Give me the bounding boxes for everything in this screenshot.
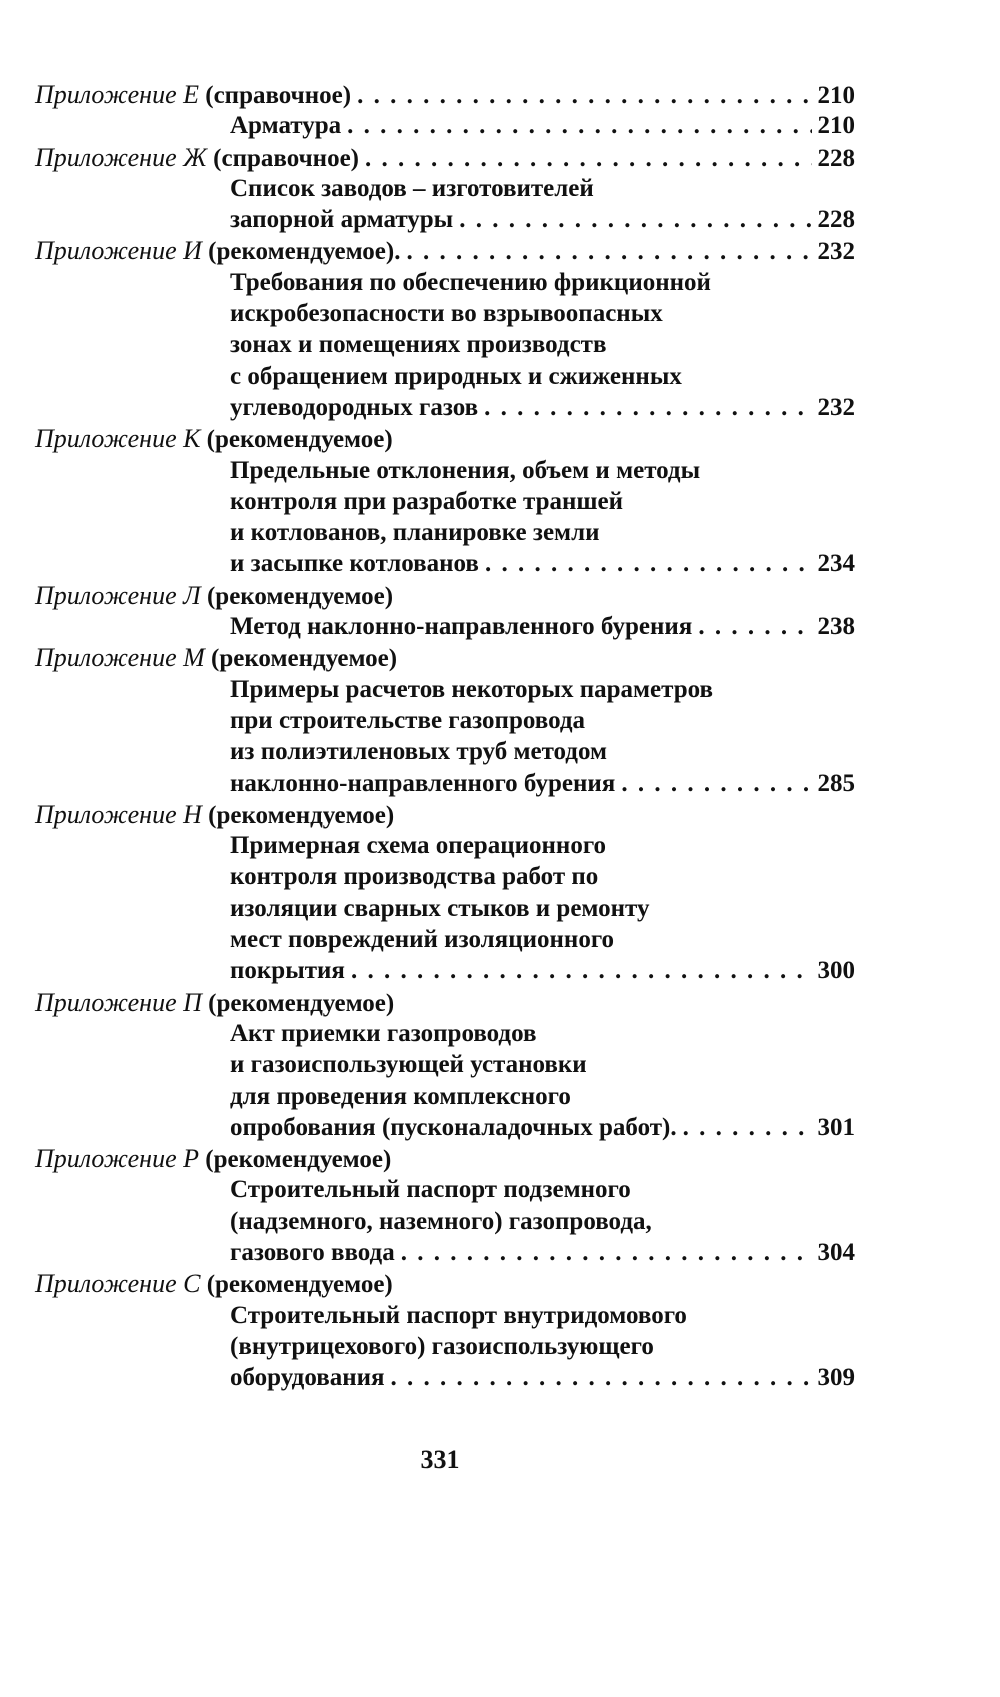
appendix-kind: (рекомендуемое) — [205, 1146, 392, 1174]
leader-dots — [391, 1362, 812, 1393]
toc-entry-text: и засыпке котлованов — [230, 550, 479, 578]
toc-entry-text: и газоиспользующей установки — [230, 1051, 587, 1079]
toc-entry-text: (внутрицехового) газоиспользующего — [230, 1332, 654, 1360]
toc-title-line — [35, 768, 855, 799]
toc-title-line — [35, 1081, 855, 1112]
toc-title-line — [35, 1237, 855, 1268]
toc-appendix-heading — [35, 642, 397, 674]
appendix-kind: (рекомендуемое) — [211, 645, 398, 673]
toc-entry-text: из полиэтиленовых труб методом — [230, 738, 608, 766]
toc-appendix-heading — [35, 142, 359, 174]
toc-title-line — [35, 705, 855, 736]
toc-entry-text: газового ввода — [230, 1238, 395, 1266]
toc-title-line — [35, 173, 855, 204]
toc-entry-text: Акт приемки газопроводов — [230, 1019, 537, 1047]
table-of-contents — [35, 79, 855, 1393]
toc-entry-text: искробезопасности во взрывоопасных — [230, 300, 663, 328]
toc-entry-text: Строительный паспорт подземного — [230, 1176, 631, 1204]
leader-dots — [401, 1237, 812, 1268]
toc-appendix-line — [35, 987, 855, 1018]
toc-appendix-line — [35, 142, 855, 173]
toc-appendix-heading — [35, 799, 394, 831]
toc-page-number: 301 — [817, 1113, 855, 1141]
leader-dots — [621, 768, 811, 799]
leader-dots — [347, 110, 811, 141]
toc-appendix-line — [35, 1268, 855, 1299]
toc-page-number: 238 — [817, 613, 855, 641]
toc-appendix-line — [35, 79, 855, 110]
toc-entry-text: для проведения комплексного — [230, 1082, 571, 1110]
toc-page-number: 210 — [817, 112, 855, 140]
appendix-label: Приложение С — [35, 1269, 201, 1299]
toc-entry-text: Строительный паспорт внутридомового — [230, 1301, 687, 1329]
toc-appendix-line — [35, 642, 855, 673]
leader-dots — [351, 955, 812, 986]
toc-title-line — [35, 674, 855, 705]
toc-title-line — [35, 1018, 855, 1049]
toc-entry-text: и котлованов, планировке земли — [230, 519, 600, 547]
appendix-label: Приложение П — [35, 987, 202, 1017]
toc-page-number: 232 — [817, 393, 855, 421]
toc-appendix-line — [35, 235, 855, 266]
toc-title-line — [35, 361, 855, 392]
toc-title-line — [35, 110, 855, 141]
toc-entry-text: Примерная схема операционного — [230, 832, 607, 860]
toc-title-line — [35, 392, 855, 423]
toc-title-line — [35, 1049, 855, 1080]
toc-page-number: 232 — [817, 238, 855, 266]
toc-title-line — [35, 830, 855, 861]
toc-page-number: 300 — [817, 957, 855, 985]
toc-title-line — [35, 1331, 855, 1362]
toc-appendix-heading — [35, 79, 351, 111]
appendix-label: Приложение Р — [35, 1144, 199, 1174]
toc-appendix-line — [35, 799, 855, 830]
toc-appendix-line — [35, 580, 855, 611]
toc-appendix-heading — [35, 580, 393, 612]
appendix-kind: (рекомендуемое). — [208, 238, 401, 266]
toc-entry-text: контроля при разработке траншей — [230, 487, 624, 515]
toc-title-line — [35, 1112, 855, 1143]
toc-appendix-line — [35, 423, 855, 454]
toc-title-line — [35, 611, 855, 642]
leader-dots — [683, 1112, 812, 1143]
toc-entry-text: зонах и помещениях производств — [230, 331, 607, 359]
toc-entry-text: Примеры расчетов некоторых параметров — [230, 675, 713, 703]
toc-entry-text: (надземного, наземного) газопровода, — [230, 1207, 652, 1235]
leader-dots — [459, 204, 811, 235]
appendix-kind: (справочное) — [205, 82, 352, 109]
toc-title-line — [35, 204, 855, 235]
toc-page-number: 228 — [817, 144, 855, 172]
toc-entry-text: с обращением природных и сжиженных — [230, 362, 682, 390]
toc-entry-text: покрытия — [230, 957, 345, 985]
appendix-label: Приложение Н — [35, 799, 202, 829]
toc-entry-text: наклонно-направленного бурения — [230, 769, 616, 797]
leader-dots — [484, 392, 811, 423]
toc-entry-text: контроля производства работ по — [230, 863, 599, 891]
toc-page-number: 234 — [817, 550, 855, 578]
toc-entry-text: при строительстве газопровода — [230, 706, 585, 734]
toc-page-number: 228 — [817, 206, 855, 234]
appendix-label: Приложение И — [35, 236, 202, 266]
leader-dots — [698, 611, 811, 642]
appendix-kind: (справочное) — [213, 144, 360, 172]
appendix-kind: (рекомендуемое) — [206, 582, 394, 610]
leader-dots — [406, 236, 811, 267]
toc-title-line — [35, 267, 855, 298]
toc-entry-text: Предельные отклонения, объем и методы — [230, 456, 701, 484]
appendix-label: Приложение Ж — [35, 142, 207, 172]
appendix-kind: (рекомендуемое) — [208, 989, 395, 1017]
toc-entry-text: опробования (пусконаладочных работ). — [230, 1113, 677, 1141]
toc-appendix-heading — [35, 1268, 393, 1300]
toc-appendix-heading — [35, 987, 394, 1019]
toc-entry-text: углеводородных газов — [230, 393, 479, 421]
toc-entry-text: мест повреждений изоляционного — [230, 926, 615, 954]
toc-appendix-heading — [35, 1143, 391, 1175]
page-number: 331 — [420, 1445, 460, 1474]
toc-entry-text: Требования по обеспечению фрикционной — [230, 268, 711, 296]
toc-entry-text: Арматура — [230, 112, 342, 140]
leader-dots — [485, 548, 812, 579]
toc-title-line — [35, 893, 855, 924]
toc-title-line — [35, 955, 855, 986]
toc-title-line — [35, 1362, 855, 1393]
toc-entry-text: Метод наклонно-направленного бурения — [230, 613, 693, 641]
toc-title-line — [35, 924, 855, 955]
toc-page-number: 210 — [817, 82, 855, 109]
toc-title-line — [35, 455, 855, 486]
leader-dots — [357, 80, 811, 111]
toc-appendix-line — [35, 1143, 855, 1174]
toc-title-line — [35, 329, 855, 360]
appendix-kind: (рекомендуемое) — [206, 1271, 393, 1299]
toc-title-line — [35, 517, 855, 548]
toc-entry-text: запорной арматуры — [230, 206, 454, 234]
leader-dots — [365, 143, 811, 174]
toc-title-line — [35, 861, 855, 892]
toc-page-number: 309 — [817, 1364, 855, 1392]
toc-title-line — [35, 1174, 855, 1205]
toc-title-line — [35, 1206, 855, 1237]
toc-title-line — [35, 486, 855, 517]
toc-page-number: 304 — [817, 1238, 855, 1266]
toc-entry-text: Список заводов – изготовителей — [230, 174, 594, 202]
toc-title-line — [35, 736, 855, 767]
toc-entry-text: оборудования — [230, 1364, 385, 1392]
appendix-label: Приложение Л — [35, 580, 201, 610]
toc-title-line — [35, 548, 855, 579]
toc-entry-text: изоляции сварных стыков и ремонту — [230, 894, 650, 922]
toc-page-number: 285 — [817, 769, 855, 797]
toc-title-line — [35, 1300, 855, 1331]
toc-title-line — [35, 298, 855, 329]
toc-appendix-heading — [35, 235, 400, 267]
appendix-kind: (рекомендуемое) — [208, 801, 395, 829]
appendix-kind: (рекомендуемое) — [206, 426, 393, 454]
toc-appendix-heading — [35, 423, 393, 455]
appendix-label: Приложение К — [35, 424, 201, 454]
appendix-label: Приложение Е — [35, 80, 199, 109]
appendix-label: Приложение М — [35, 643, 205, 673]
